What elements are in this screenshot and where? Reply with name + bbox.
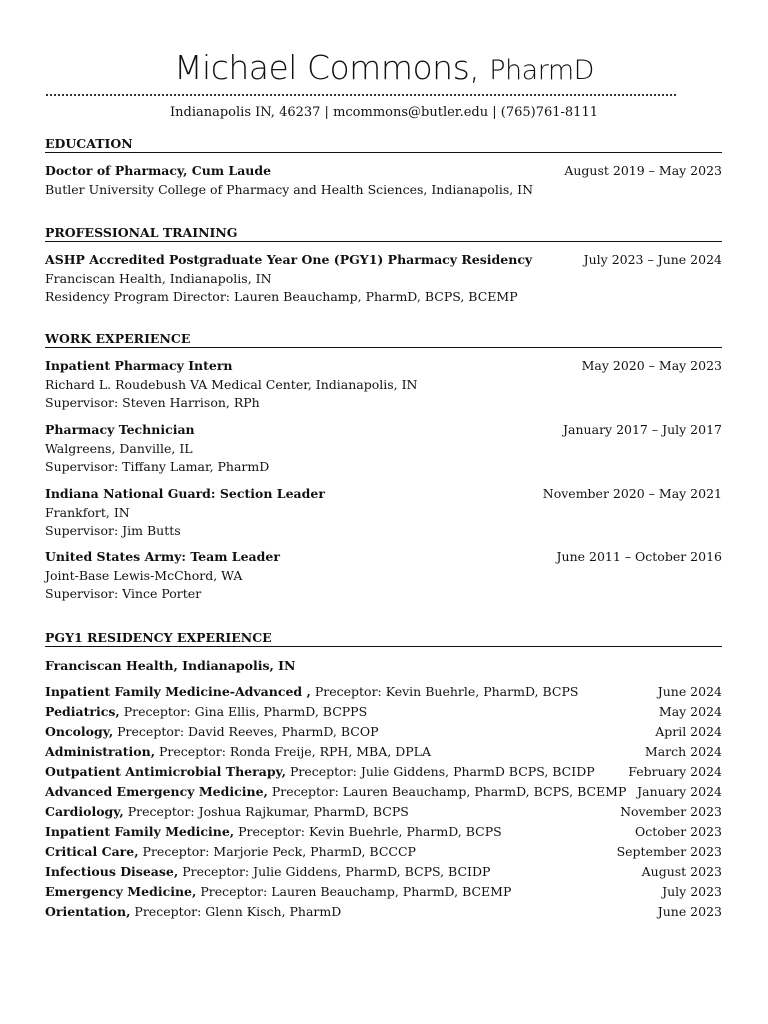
education-item	[45, 162, 722, 199]
rotation-name: Inpatient Family Medicine,	[45, 824, 235, 839]
rotation-date: February 2024	[628, 764, 722, 779]
rotation-row	[45, 762, 722, 782]
work-date: June 2011 – October 2016	[556, 549, 722, 564]
work-item	[45, 548, 722, 604]
work-line: Frankfort, IN	[45, 504, 130, 520]
training-line: Residency Program Director: Lauren Beauchamp, PharmD, BCPS, BCEMP	[45, 289, 518, 304]
rotation-name: Outpatient Antimicrobial Therapy,	[45, 764, 286, 779]
rotation-name: Inpatient Family Medicine-Advanced ,	[45, 684, 311, 699]
rotation-date: April 2024	[655, 724, 722, 739]
rotation-preceptor: Preceptor: Julie Giddens, PharmD, BCPS, BCIDP	[178, 864, 491, 879]
education-title: Doctor of Pharmacy, Cum Laude	[45, 163, 272, 178]
rotation-preceptor: Preceptor: Kevin Buehrle, PharmD, BCPS	[310, 684, 579, 699]
rotation-date: August 2023	[641, 864, 722, 879]
section-heading-education: EDUCATION	[45, 136, 722, 153]
rotation-row	[45, 682, 722, 702]
education-date: August 2019 – May 2023	[564, 163, 722, 178]
rotation-row	[45, 742, 722, 762]
education-line: Butler University College of Pharmacy and Health Sciences, Indianapolis, IN	[45, 181, 534, 197]
rotation-name: Critical Care,	[45, 844, 139, 859]
work-line: Supervisor: Tiffany Lamar, PharmD	[45, 459, 270, 474]
rotation-name: Administration,	[45, 744, 156, 759]
rotation-row	[45, 802, 722, 822]
rotation-date: March 2024	[644, 744, 722, 759]
work-date: January 2017 – July 2017	[563, 422, 722, 437]
work-line: Supervisor: Steven Harrison, RPh	[45, 395, 260, 410]
residency-site: Franciscan Health, Indianapolis, IN	[45, 658, 296, 673]
rotation-row	[45, 842, 722, 862]
name-credential: PharmD	[489, 55, 594, 86]
rotation-preceptor: Preceptor: David Reeves, PharmD, BCOP	[113, 724, 379, 739]
work-line: Supervisor: Vince Porter	[45, 586, 202, 601]
rotation-name: Emergency Medicine,	[45, 884, 197, 899]
work-item	[45, 421, 722, 477]
rotation-date: October 2023	[635, 824, 722, 839]
work-line: Richard L. Roudebush VA Medical Center, Indianapolis, IN	[45, 376, 418, 392]
training-title: ASHP Accredited Postgraduate Year One (PGY1) Pharmacy Residency	[45, 252, 533, 267]
section-heading-residency: PGY1 RESIDENCY EXPERIENCE	[45, 630, 722, 647]
rotation-row	[45, 882, 722, 902]
rotation-row	[45, 902, 722, 922]
rotation-date: June 2023	[657, 904, 722, 919]
rotation-date: September 2023	[616, 844, 722, 859]
rotation-date: November 2023	[620, 804, 722, 819]
rotation-name: Pediatrics,	[45, 704, 120, 719]
rotation-name: Advanced Emergency Medicine,	[45, 784, 268, 799]
rotation-preceptor: Preceptor: Joshua Rajkumar, PharmD, BCPS	[123, 804, 409, 819]
rotation-row	[45, 822, 722, 842]
work-title: Pharmacy Technician	[45, 422, 195, 437]
rotation-name: Cardiology,	[45, 804, 124, 819]
rotation-date: January 2024	[637, 784, 722, 799]
rotation-preceptor: Preceptor: Glenn Kisch, PharmD	[130, 904, 342, 919]
rotation-name: Orientation,	[45, 904, 131, 919]
work-title: United States Army: Team Leader	[45, 549, 280, 564]
rotation-preceptor: Preceptor: Ronda Freije, RPH, MBA, DPLA	[155, 744, 431, 759]
work-date: November 2020 – May 2021	[542, 486, 722, 501]
work-date: May 2020 – May 2023	[581, 358, 722, 373]
rotation-preceptor: Preceptor: Gina Ellis, PharmD, BCPPS	[119, 704, 368, 719]
training-line: Franciscan Health, Indianapolis, IN	[45, 270, 272, 286]
dotted-divider	[46, 94, 676, 96]
rotation-date: May 2024	[658, 704, 722, 719]
rotation-preceptor: Preceptor: Kevin Buehrle, PharmD, BCPS	[234, 824, 502, 839]
rotation-row	[45, 702, 722, 722]
name-text: Michael Commons,	[174, 48, 480, 87]
work-line: Joint-Base Lewis-McChord, WA	[45, 567, 243, 583]
work-line: Supervisor: Jim Butts	[45, 523, 181, 538]
rotation-preceptor: Preceptor: Lauren Beauchamp, PharmD, BCPS, BCEMP	[267, 784, 627, 799]
rotation-row	[45, 782, 722, 802]
training-date: July 2023 – June 2024	[583, 252, 722, 267]
section-heading-training: PROFESSIONAL TRAINING	[45, 225, 722, 242]
section-heading-work: WORK EXPERIENCE	[45, 331, 722, 348]
contact-line: Indianapolis IN, 46237 | mcommons@butler.edu | (765)761-8111	[170, 105, 598, 120]
work-line: Walgreens, Danville, IL	[45, 440, 193, 456]
rotation-name: Oncology,	[45, 724, 114, 739]
rotation-date: July 2023	[662, 884, 722, 899]
work-item	[45, 357, 722, 413]
rotation-preceptor: Preceptor: Marjorie Peck, PharmD, BCCCP	[138, 844, 416, 859]
rotation-date: June 2024	[657, 684, 722, 699]
rotation-row	[45, 862, 722, 882]
training-item	[45, 251, 722, 307]
work-item	[45, 485, 722, 541]
work-title: Indiana National Guard: Section Leader	[45, 486, 325, 501]
rotation-name: Infectious Disease,	[45, 864, 179, 879]
rotation-row	[45, 722, 722, 742]
rotation-preceptor: Preceptor: Lauren Beauchamp, PharmD, BCEMP	[196, 884, 512, 899]
work-title: Inpatient Pharmacy Intern	[45, 358, 233, 373]
rotation-preceptor: Preceptor: Julie Giddens, PharmD BCPS, BCIDP	[285, 764, 595, 779]
candidate-name	[0, 48, 768, 91]
